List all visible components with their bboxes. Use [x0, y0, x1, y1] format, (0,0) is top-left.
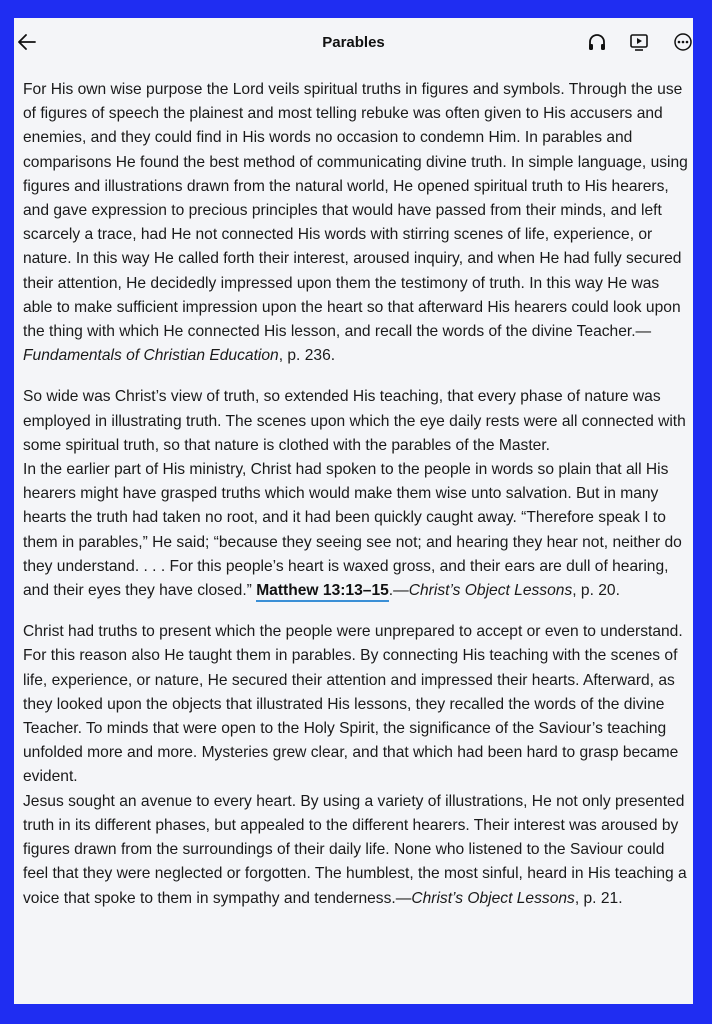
- paragraph-4: [23, 620, 689, 789]
- paragraph-text: In the earlier part of His ministry, Christ had spoken to the people in words so plain that all His hearers might have grasped truths which would make them wise unto salvation. But in many hearts the truth had taken no root, and it had been quickly caught away. “Therefore speak I to them in parables,” He said; “because they seeing see not; and hearing they hear not, neither do they understand. . . . For this people’s heart is waxed gross, and their ears are dull of hearing, and their eyes they have closed.”: [23, 461, 682, 600]
- paragraph-text: For His own wise purpose the Lord veils spiritual truths in figures and symbols. Through the use of figures of speech the plainest and most telling rebuke was often given to His accusers and enemies, and they could find in His words no occasion to condemn Him. In parables and comparisons He found the best method of communicating divine truth. In simple language, using figures and illustrations drawn from the natural world, He opened spiritual truth to His hearers, and gave expression to precious principles that would have passed from their minds, and left scarcely a trace, had He not connected His words with stirring scenes of life, experience, or nature. In this way He called forth their interest, aroused inquiry, and when He had fully secured their attention, He decidedly impressed upon them the testimony of truth. In this way He was able to make sufficient impression upon the heart so that afterward His hearers could look upon the thing with which He connected His lesson, and recall the words of the divine Teacher.—: [23, 81, 688, 341]
- paragraph-text: So wide was Christ’s view of truth, so extended His teaching, that every phase of nature was employed in illustrating truth. The scenes upon which the eye daily rests were all connected with some spiritual truth, so that nature is clothed with the parables of the Master.: [23, 388, 686, 454]
- paragraph-5: [23, 790, 689, 911]
- app-frame: [14, 18, 693, 1004]
- paragraph-2: [23, 385, 689, 458]
- page-reference: , p. 20.: [572, 582, 620, 600]
- source-title: Christ’s Object Lessons: [408, 582, 573, 600]
- page-reference: , p. 236.: [278, 347, 336, 365]
- citation-dash: .—: [388, 582, 409, 600]
- page-title: Parables: [322, 34, 385, 51]
- paragraph-1: [23, 78, 689, 368]
- paragraph-text: Jesus sought an avenue to every heart. By using a variety of illustrations, He not only presented truth in its different phases, but appealed to the different hearers. Their interest was aroused by figures drawn from the surroundings of their daily life. None who listened to the Saviour could feel that they were neglected or forgotten. The humblest, the most sinful, heard in His teaching a voice that spoke to them in sympathy and tenderness.—: [23, 792, 687, 907]
- page-reference: , p. 21.: [574, 889, 623, 907]
- headphones-icon[interactable]: [586, 31, 608, 53]
- source-title: Christ’s Object Lessons: [411, 889, 575, 907]
- more-options-icon[interactable]: [672, 31, 693, 53]
- scripture-link[interactable]: Matthew 13:13–15: [256, 582, 389, 602]
- paragraph-text: Christ had truths to present which the people were unprepared to accept or even to understand. For this reason also He taught them in parables. By connecting His teaching with the scenes of life, experience, or nature, He secured their attention and impressed their hearts. Afterward, as they looked upon the objects that illustrated His lessons, they recalled the words of the divine Teacher. To minds that were open to the Holy Spirit, the significance of the Saviour’s teaching unfolded more and more. Mysteries grew clear, and that which had been hard to grasp became evident.: [23, 623, 683, 786]
- paragraph-3: [23, 458, 689, 603]
- source-title: Fundamentals of Christian Education: [23, 347, 279, 365]
- play-video-icon[interactable]: [628, 31, 650, 53]
- top-bar: [14, 18, 693, 68]
- article-body: [23, 78, 689, 928]
